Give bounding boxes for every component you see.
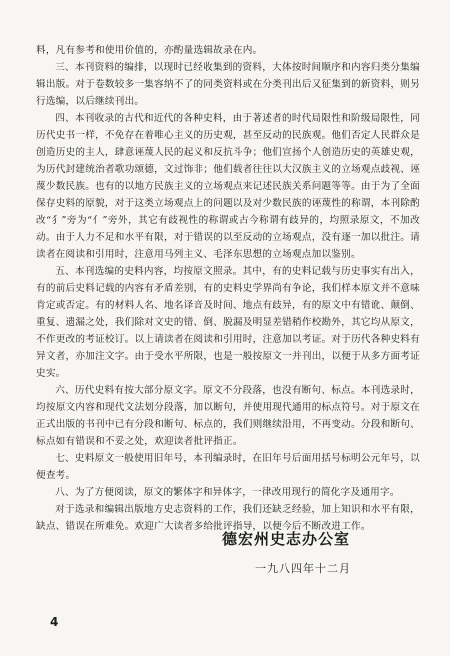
paragraph-item-3: 三、本刊资料的编排，以现时已经收集到的资料，大体按时间顺序和内容归类分集编辑出版。对于卷数较多一集容纳不了的同类资料或在分类刊出后又征集到的新资料，则另行选编，以后继续刊出。 — [36, 62, 420, 107]
paragraph-item-8: 八、为了方便阅读，原文的繁体字和异体字，一律改用现行的简化字及通用字。 — [55, 487, 400, 498]
paragraph-item-5: 五、本刊选编的史料内容，均按原文照录。其中，有的史料记载与历史事实有出入，有的前后史料记载的内容有矛盾差别，有的史料史学界尚有争论，我们样本原文并不意味肯定或否定。有的材料人名、地名译音及时间、地点有歧异，有的原文中有错讹、颠倒、重复、遗漏之处，我们除对文史的错、倒、脱漏及明显差错稍作校勘外，其它均从原文，不作更改的考证校订。以上请读者在阅读和引用时，注意加以考证。对于历代各种史料有异文者，亦加注文字。由于受水平所限，也是一般按原文一并刊出，以便于从多方面考证史实。 — [36, 266, 420, 379]
page-number: 4 — [50, 615, 59, 629]
signature-date: 一九八四年十二月 — [255, 562, 351, 575]
paragraph-closing: 对于选录和编辑出版地方史志资料的工作，我们还缺乏经验，加上知识和水平有限，缺点、错误在所难免。欢迎广大读者多给批评指导，以便今后不断改进工作。 — [36, 504, 420, 532]
paragraph-item-7: 七、史料原文一般使用旧年号，本刊编录时，在旧年号后面用括号标明公元年号，以便查考。 — [36, 453, 420, 481]
body-text — [36, 42, 420, 535]
paragraph-item-6: 六、历代史料有按大部分原文字。原文不分段落，也没有断句、标点。本刊选录时，均按原文内容和现代文法划分段落，加以断句，并使用现代通用的标点符号。对于原文在正式出版的书刊中已有分段和断句、标点的，我们则继续沿用，不再变动。分段和断句、标点如有错误和不妥之处，欢迎读者批评指正。 — [36, 385, 420, 447]
signature-organization: 德宏州史志办公室 — [222, 530, 351, 548]
paragraph-continuation: 料，凡有参考和使用价值的，亦酌量选辑故录在内。 — [36, 45, 263, 56]
paragraph-item-4: 四、本刊收录的古代和近代的各种史料，由于著述者的时代局限性和阶级局限性，同历代史书一样，不免存在着唯心主义的历史观，甚至反动的民族观。他们否定人民群众是创造历史的主人，肆意诬蔑人民的起义和反抗斗争；他们宣扬个人创造历史的英雄史观，为历代封建统治者歌功颂德，文过饰非；他们载者往往以大汉族主义的立场观点歧视、诬蔑少数民族。也有的以地方民族主义的立场观点来记述民族关系问题等等。由于为了全面保存史料的原貌，对于这类立场观点上的问题以及对少数民族的诬蔑性的称谓，本刊除酌改“犭”旁为“亻”旁外，其它有歧视性的称谓或古今称谓有歧异的，均照录原文，不加改动。由于人力不足和水平有限，对于错误的以至反动的立场观点，没有逐一加以批注。请读者在阅读和引用时，注意用马列主义、毛泽东思想的立场观点加以鉴别。 — [36, 113, 420, 260]
